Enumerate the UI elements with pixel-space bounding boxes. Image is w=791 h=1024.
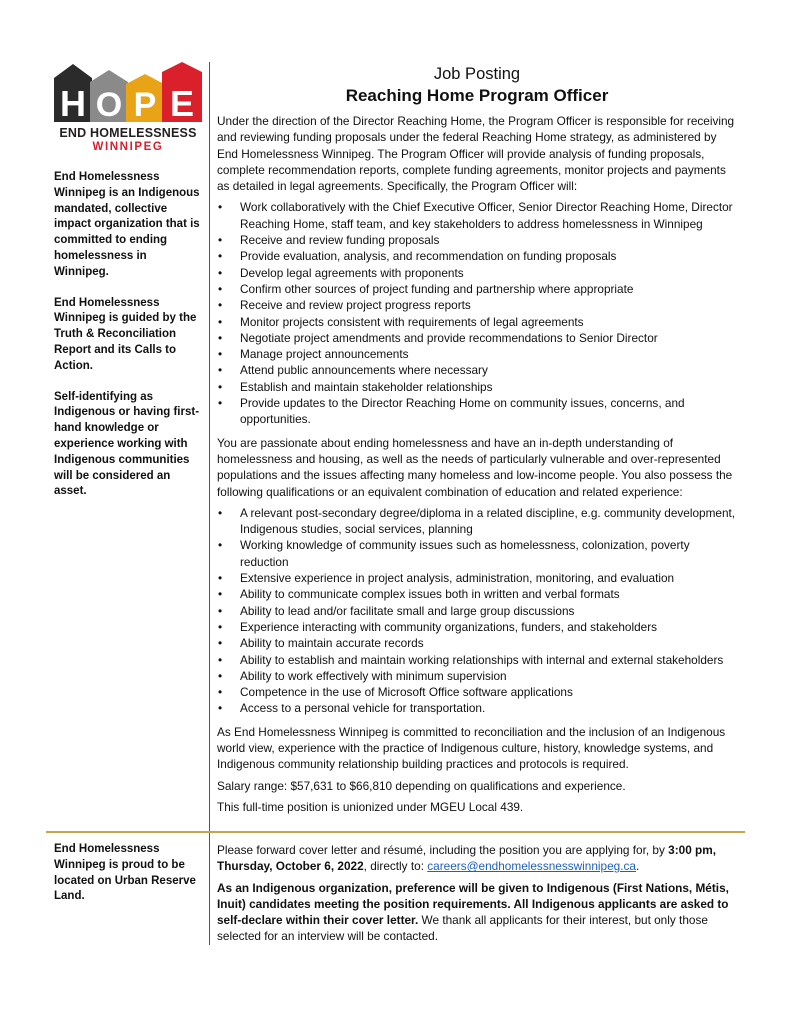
- sidebar-blurb-trc: End Homelessness Winnipeg is guided by the Truth & Reconciliation Report and its Calls to Action.: [54, 296, 197, 372]
- application-instructions: [217, 842, 739, 875]
- qualifications-list: [217, 505, 737, 717]
- logo-letter-h: H: [60, 83, 86, 122]
- section-divider: [46, 831, 745, 833]
- list-item: • Competence in the use of Microsoft Office software applications: [217, 684, 737, 700]
- sidebar-blurb-urban-reserve: End Homelessness Winnipeg is proud to be located on Urban Reserve Land.: [54, 843, 196, 903]
- list-item: • Ability to communicate complex issues both in written and verbal formats: [217, 586, 737, 602]
- application-text: .: [635, 859, 640, 874]
- sidebar-blurb-mandate: End Homelessness Winnipeg is an Indigenous mandated, collective impact organization that is committed to ending homelessness in Winnipeg.: [54, 171, 200, 278]
- application-section: [217, 842, 739, 950]
- hope-logo: [54, 62, 202, 154]
- list-item: • Ability to maintain accurate records: [217, 635, 737, 651]
- list-item: • Establish and maintain stakeholder relationships: [217, 379, 737, 395]
- list-item: • Negotiate project amendments and provide recommendations to Senior Director: [217, 330, 737, 346]
- list-item: • Monitor projects consistent with requirements of legal agreements: [217, 314, 737, 330]
- preference-bold: As an Indigenous organization, preference will be given to Indigenous (First Nations, Métis, Inuit) candidates meeting the position requirements. All Indigenous applicants are asked to self-declare within their cover letter.: [217, 880, 729, 928]
- logo-org-name: END HOMELESSNESS: [59, 126, 197, 140]
- list-item: • Provide evaluation, analysis, and recommendation on funding proposals: [217, 248, 737, 264]
- logo-letter-o: O: [95, 86, 123, 122]
- hope-house-icon: [54, 62, 202, 122]
- list-item: • Ability to lead and/or facilitate small and large group discussions: [217, 603, 737, 619]
- application-text: , directly to:: [363, 859, 428, 874]
- duties-list: [217, 199, 737, 427]
- list-item: • Extensive experience in project analysis, administration, monitoring, and evaluation: [217, 570, 737, 586]
- list-item: • A relevant post-secondary degree/diploma in a related discipline, e.g. community development, Indigenous studies, social services, planning: [217, 505, 737, 538]
- list-item: • Provide updates to the Director Reaching Home on community issues, concerns, and opportunities.: [217, 395, 737, 428]
- salary-range: Salary range: $57,631 to $66,810 depending on qualifications and experience.: [217, 778, 626, 793]
- posting-body: [217, 64, 737, 820]
- list-item: • Working knowledge of community issues such as homelessness, colonization, poverty reduction: [217, 537, 737, 570]
- logo-city: WINNIPEG: [92, 141, 164, 153]
- list-item: • Access to a personal vehicle for transportation.: [217, 700, 737, 716]
- preference-statement: [217, 880, 739, 945]
- qualifications-intro: You are passionate about ending homelessness and have an in-depth understanding of homelessness and housing, as well as the needs of particularly vulnerable and over-represented populations and the issues affecting many homeless and low-income people. You also possess the following qualifications or an equivalent combination of education and related experience:: [217, 435, 733, 499]
- logo-letter-e: E: [169, 83, 195, 122]
- sidebar-blurb-asset: Self-identifying as Indigenous or having first-hand knowledge or experience working with Indigenous communities will be considered an asset.: [54, 390, 200, 498]
- posting-intro: Under the direction of the Director Reaching Home, the Program Officer is responsible for receiving and reviewing funding proposals under the federal Reaching Home strategy, as administered by End Homelessness Winnipeg. The Program Officer will provide analysis of funding proposals, complete recommendation reports, complete funding agreements, monitor projects and payments as detailed in legal agreements. Specifically, the Program Officer will:: [217, 114, 735, 194]
- preference-rest: We thank all applicants for their interest, but only those selected for an interview will be contacted.: [217, 913, 708, 944]
- list-item: • Attend public announcements where necessary: [217, 362, 737, 378]
- column-divider: [209, 62, 210, 945]
- list-item: • Work collaboratively with the Chief Executive Officer, Senior Director Reaching Home, Director Reaching Home, staff team, and key stakeholders to address homelessness in Winnipeg: [217, 199, 737, 232]
- reconciliation-statement: As End Homelessness Winnipeg is committed to reconciliation and the inclusion of an Indigenous world view, experience with the practice of Indigenous culture, history, knowledge systems, and Indigenous community relationship building practices and protocols is required.: [217, 724, 726, 772]
- posting-label: Job Posting: [433, 65, 521, 83]
- careers-email-link[interactable]: careers@endhomelessnesswinnipeg.ca: [427, 859, 636, 874]
- list-item: • Develop legal agreements with proponents: [217, 265, 737, 281]
- sidebar: [54, 170, 202, 515]
- list-item: • Experience interacting with community organizations, funders, and stakeholders: [217, 619, 737, 635]
- sidebar-footer: [54, 842, 202, 920]
- application-text: Please forward cover letter and résumé, including the position you are applying for, by: [217, 843, 669, 857]
- union-statement: This full-time position is unionized under MGEU Local 439.: [217, 799, 524, 814]
- list-item: • Receive and review funding proposals: [217, 232, 737, 248]
- logo-letter-p: P: [133, 86, 157, 122]
- list-item: • Receive and review project progress reports: [217, 297, 737, 313]
- list-item: • Manage project announcements: [217, 346, 737, 362]
- application-deadline: 3:00 pm, Thursday, October 6, 2022: [217, 843, 717, 874]
- list-item: • Ability to work effectively with minimum supervision: [217, 668, 737, 684]
- posting-title: Reaching Home Program Officer: [345, 86, 609, 105]
- list-item: • Ability to establish and maintain working relationships with internal and external stakeholders: [217, 652, 737, 668]
- list-item: • Confirm other sources of project funding and partnership where appropriate: [217, 281, 737, 297]
